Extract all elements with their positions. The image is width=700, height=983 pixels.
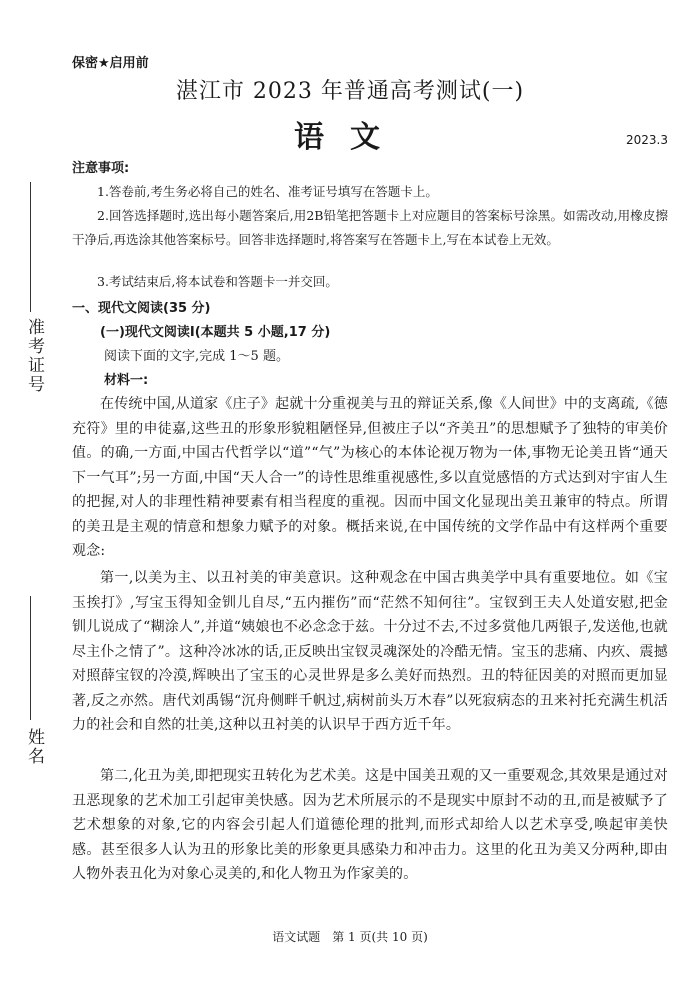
exam-id-label: 准考证号: [24, 318, 44, 394]
notice-heading: 注意事项:: [72, 161, 130, 176]
confidential-mark: 保密★启用前: [72, 56, 149, 71]
passage-paragraph: 第二,化丑为美,即把现实丑转化为艺术美。这是中国美丑观的又一重要观念,其效果是通过对丑恶现象的艺术加工引起审美快感。因为艺术所展示的不是现实中原封不动的丑,而是被赋予了艺术想象的对象,它的内容会引起人们道德伦理的批判,而形式却给人以艺术享受,唤起审美快感。甚至很多人认为丑的形象比美的形象更具感染力和冲击力。这里的化丑为美又分两种,即由人物外表丑化为对象心灵美的,和化人物丑为作家美的。: [72, 768, 668, 882]
page-footer: 语文试题 第 1 页(共 10 页): [272, 930, 428, 944]
exam-date: 2023.3: [626, 133, 668, 147]
material-label: 材料一:: [104, 373, 149, 388]
section-heading: 一、现代文阅读(35 分): [72, 301, 211, 316]
passage-paragraph: 在传统中国,从道家《庄子》起就十分重视美与丑的辩证关系,像《人间世》中的支离疏,《德充符》里的申徒嘉,这些丑的形象形貌粗陋怪异,但被庄子以“齐美丑”的思想赋予了独特的审美价值。的确,一方面,中国古代哲学以“道”“气”为核心的本体论视万物为一体,事物无论美丑皆“通天下一气耳”;另一方面,中国“天人合一”的诗性思维重视感性,多以直觉感悟的方式达到对宇宙人生的把握,对人的非理性精神要素有相当程度的重视。因而中国文化显现出美丑兼审的特点。所谓的美丑是主观的情意和想象力赋予的对象。概括来说,在中国传统的文学作品中有这样两个重要观念:: [72, 396, 668, 559]
subsection-heading: (一)现代文阅读Ⅰ(本题共 5 小题,17 分): [100, 325, 331, 340]
notice-item: 3.考试结束后,将本试卷和答题卡一并交回。: [97, 274, 338, 289]
page-title: 湛江市 2023 年普通高考测试(一): [175, 79, 525, 104]
binding-line-middle: [30, 596, 31, 720]
passage-paragraph: 第一,以美为主、以丑衬美的审美意识。这种观念在中国古典美学中具有重要地位。如《宝玉挨打》,写宝玉得知金钏儿自尽,“五内摧伤”而“茫然不知何往”。宝钗到王夫人处道安慰,把金钏儿说成了“糊涂人”,并道“姨娘也不必念念于兹。十分过不去,不过多赏他几两银子,发送他,也就尽主仆之情了”。这种冷冰冰的话,正反映出宝钗灵魂深处的冷酷无情。宝玉的悲痛、内疚、震撼对照薛宝钗的冷漠,辉映出了宝玉的心灵世界是多么美好而热烈。丑的特征因美的对照而更加显著,反之亦然。唐代刘禹锡“沉舟侧畔千帆过,病树前头万木春”以死寂病态的丑来衬托充满生机活力的社会和自然的壮美,这种以丑衬美的认识早于西方近千年。: [72, 570, 668, 733]
subject-title: 语文: [294, 120, 406, 155]
name-label: 姓名: [24, 728, 44, 766]
notice-item: 1.答卷前,考生务必将自己的姓名、准考证号填写在答题卡上。: [97, 184, 438, 199]
reading-instruction: 阅读下面的文字,完成 1～5 题。: [104, 349, 289, 364]
notice-item: 2.回答选择题时,选出每小题答案后,用2B铅笔把答题卡上对应题目的答案标号涂黑。如需改动,用橡皮擦干净后,再选涂其他答案标号。回答非选择题时,将答案写在答题卡上,写在本试卷上无效。: [72, 208, 668, 247]
binding-line-top: [30, 182, 31, 312]
